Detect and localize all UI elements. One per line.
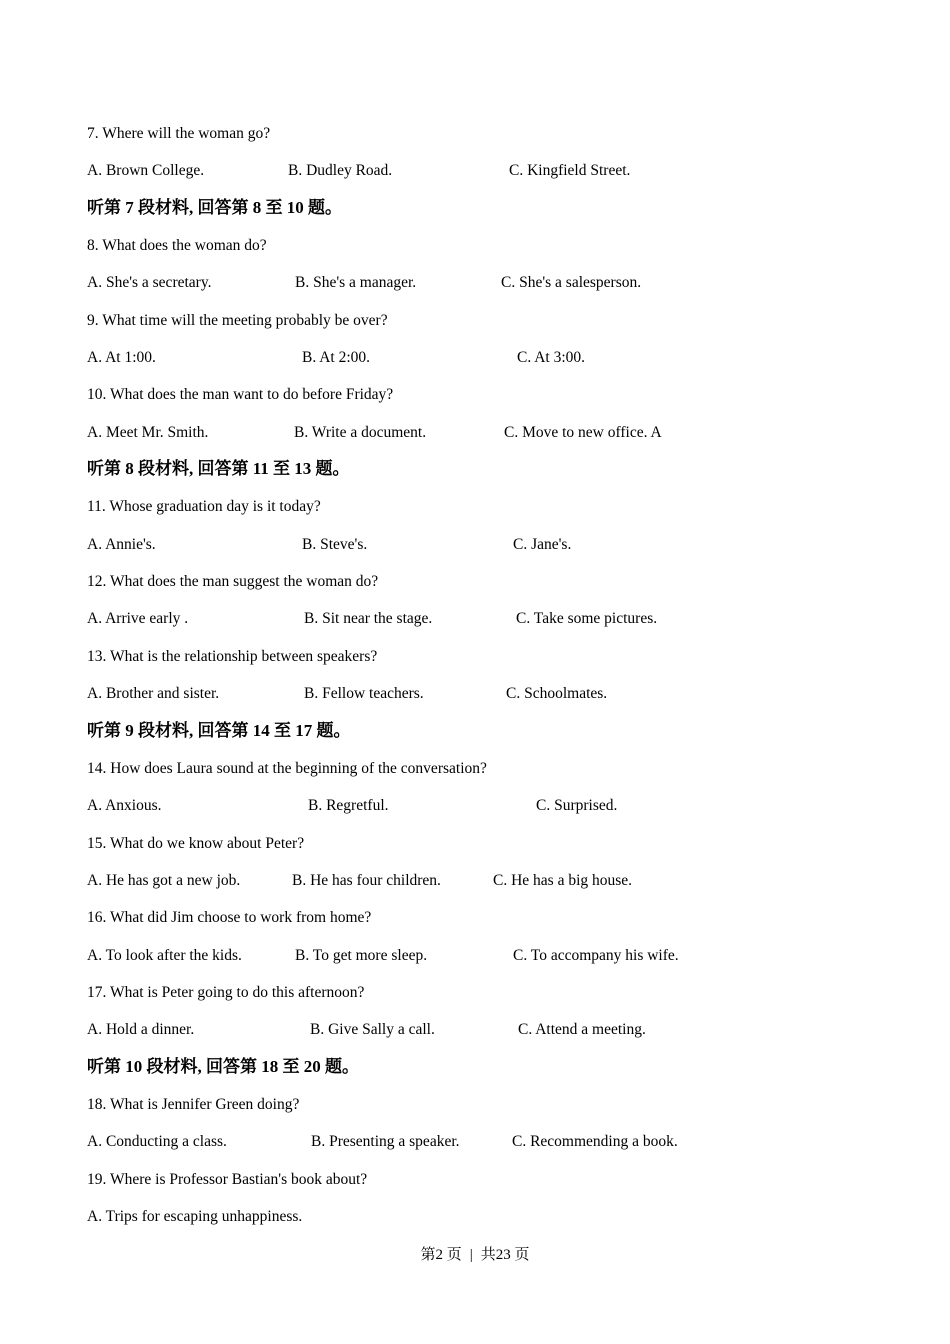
option-a: A. Annie's.: [87, 536, 156, 553]
page-footer: [0, 1245, 950, 1265]
section-heading-8: 听第 8 段材料, 回答第 11 至 13 题。: [87, 459, 350, 478]
option-b: B. Sit near the stage.: [304, 610, 433, 627]
question-17: 17. What is Peter going to do this afternoon?: [87, 984, 365, 1001]
option-a: A. Anxious.: [87, 797, 162, 814]
option-c: C. He has a big house.: [493, 872, 633, 889]
option-b: B. She's a manager.: [295, 274, 417, 291]
section-heading-10: 听第 10 段材料, 回答第 18 至 20 题。: [87, 1057, 359, 1076]
option-a: A. Hold a dinner.: [87, 1021, 195, 1038]
option-c: C. Take some pictures.: [516, 610, 658, 627]
option-b: B. Give Sally a call.: [310, 1021, 435, 1038]
option-c: C. Kingfield Street.: [509, 162, 631, 179]
option-a: A. At 1:00.: [87, 349, 156, 366]
option-c: C. Schoolmates.: [506, 685, 608, 702]
question-15: 15. What do we know about Peter?: [87, 835, 305, 852]
question-18: 18. What is Jennifer Green doing?: [87, 1096, 300, 1113]
option-a: A. To look after the kids.: [87, 947, 242, 964]
question-14: 14. How does Laura sound at the beginning of the conversation?: [87, 760, 487, 777]
option-c: C. Surprised.: [536, 797, 618, 814]
option-b: B. Dudley Road.: [288, 162, 393, 179]
option-b: B. At 2:00.: [302, 349, 371, 366]
option-c: C. She's a salesperson.: [501, 274, 642, 291]
option-a: A. Trips for escaping unhappiness.: [87, 1208, 303, 1225]
option-b: B. Steve's.: [302, 536, 368, 553]
option-a: A. He has got a new job.: [87, 872, 241, 889]
question-7: 7. Where will the woman go?: [87, 125, 271, 142]
option-a: A. Brown College.: [87, 162, 205, 179]
question-19: 19. Where is Professor Bastian's book about?: [87, 1171, 368, 1188]
option-b: B. Fellow teachers.: [304, 685, 424, 702]
option-a: A. Meet Mr. Smith.: [87, 424, 209, 441]
question-8: 8. What does the woman do?: [87, 237, 267, 254]
option-c: C. Jane's.: [513, 536, 572, 553]
option-c: C. Recommending a book.: [512, 1133, 678, 1150]
question-9: 9. What time will the meeting probably be over?: [87, 312, 388, 329]
section-heading-7: 听第 7 段材料, 回答第 8 至 10 题。: [87, 198, 342, 217]
option-b: B. Regretful.: [308, 797, 389, 814]
question-16: 16. What did Jim choose to work from home?: [87, 909, 372, 926]
option-c: C. To accompany his wife.: [513, 947, 679, 964]
section-heading-9: 听第 9 段材料, 回答第 14 至 17 题。: [87, 721, 351, 740]
option-c: C. Attend a meeting.: [518, 1021, 646, 1038]
option-b: B. Presenting a speaker.: [311, 1133, 460, 1150]
question-13: 13. What is the relationship between speakers?: [87, 648, 378, 665]
option-a: A. She's a secretary.: [87, 274, 212, 291]
page-total: 共23 页: [480, 1247, 530, 1263]
question-10: 10. What does the man want to do before Friday?: [87, 386, 394, 403]
page-number: 第2 页: [420, 1247, 462, 1263]
option-b: B. To get more sleep.: [295, 947, 428, 964]
option-a: A. Conducting a class.: [87, 1133, 227, 1150]
option-c: C. At 3:00.: [517, 349, 586, 366]
option-a: A. Brother and sister.: [87, 685, 220, 702]
question-12: 12. What does the man suggest the woman do?: [87, 573, 379, 590]
option-c: C. Move to new office. A: [504, 424, 662, 441]
option-b: B. Write a document.: [294, 424, 427, 441]
question-11: 11. Whose graduation day is it today?: [87, 498, 321, 515]
footer-separator: |: [469, 1247, 473, 1263]
option-a: A. Arrive early .: [87, 610, 189, 627]
option-b: B. He has four children.: [292, 872, 441, 889]
